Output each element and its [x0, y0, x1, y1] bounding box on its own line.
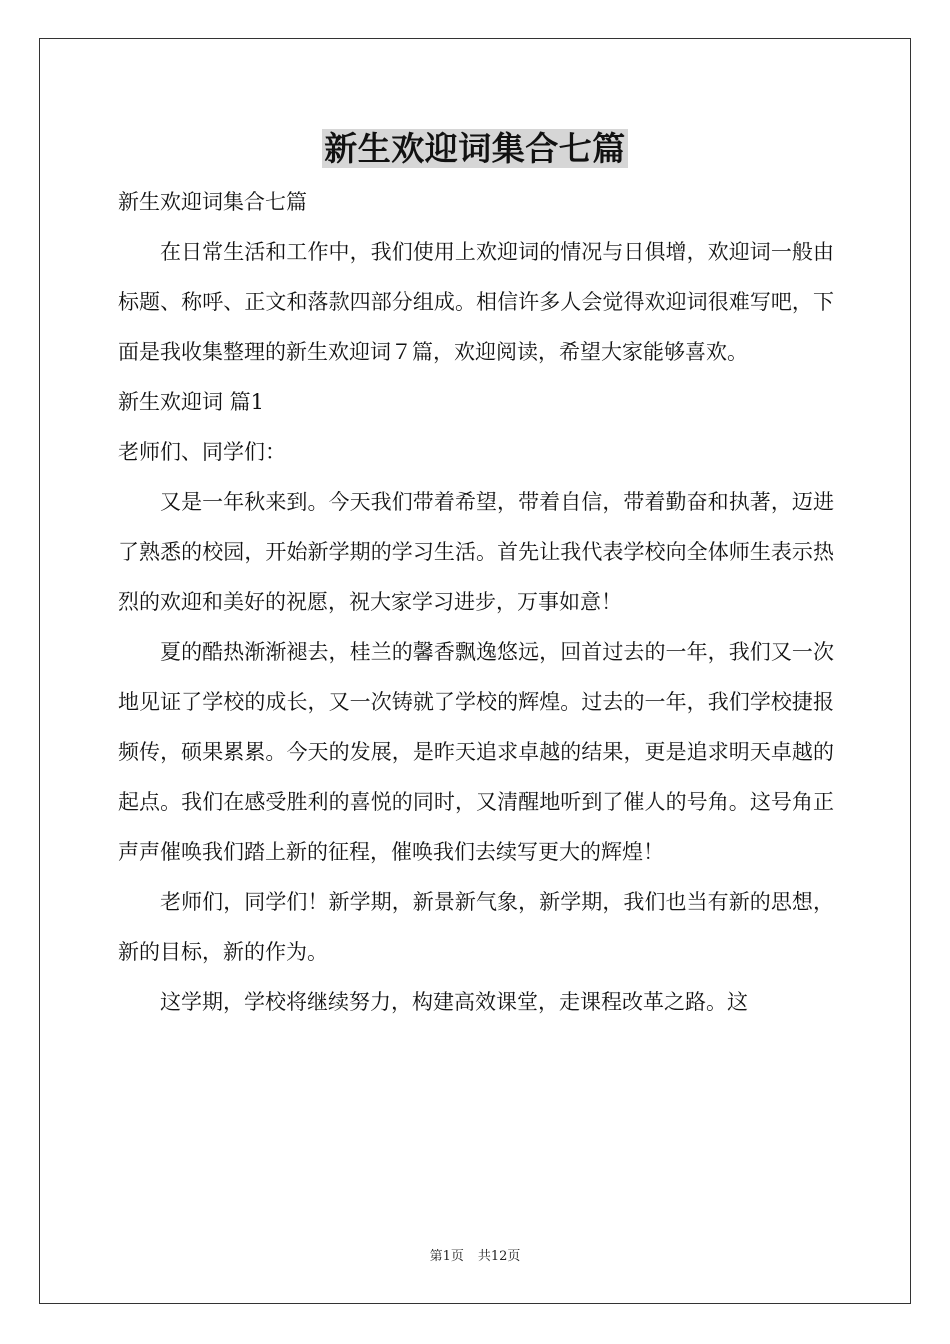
body-paragraph: 夏的酷热渐渐褪去，桂兰的馨香飘逸悠远，回首过去的一年，我们又一次地见证了学校的成长，又一次铸就了学校的辉煌。过去的一年，我们学校捷报频传，硕果累累。今天的发展，是昨天追求卓越的结果，更是追求明天卓越的起点。我们在感受胜利的喜悦的同时，又清醒地听到了催人的号角。这号角正声声催唤我们踏上新的征程，催唤我们去续写更大的辉煌！ [118, 640, 834, 864]
body-paragraph: 新生欢迎词 篇1 [118, 390, 265, 414]
document-body [118, 177, 834, 1027]
page-total: 共12页 [477, 1249, 521, 1264]
body-paragraph: 这学期，学校将继续努力，构建高效课堂，走课程改革之路。这 [160, 990, 748, 1014]
body-paragraph: 老师们、同学们： [118, 440, 286, 464]
page-number: 第1页 [429, 1249, 464, 1264]
body-paragraph: 在日常生活和工作中，我们使用上欢迎词的情况与日俱增，欢迎词一般由标题、称呼、正文和落款四部分组成。相信许多人会觉得欢迎词很难写吧，下面是我收集整理的新生欢迎词７篇，欢迎阅读，希望大家能够喜欢。 [118, 240, 834, 364]
document-title [0, 126, 950, 172]
document-title-text: 新生欢迎词集合七篇 [324, 129, 626, 168]
body-paragraph: 老师们，同学们！新学期，新景新气象，新学期，我们也当有新的思想，新的目标，新的作为。 [118, 890, 834, 964]
body-paragraph: 又是一年秋来到。今天我们带着希望，带着自信，带着勤奋和执著，迈进了熟悉的校园，开始新学期的学习生活。首先让我代表学校向全体师生表示热烈的欢迎和美好的祝愿，祝大家学习进步，万事如意！ [118, 490, 834, 614]
body-paragraph: 新生欢迎词集合七篇 [118, 190, 307, 214]
page-footer [0, 1248, 950, 1266]
